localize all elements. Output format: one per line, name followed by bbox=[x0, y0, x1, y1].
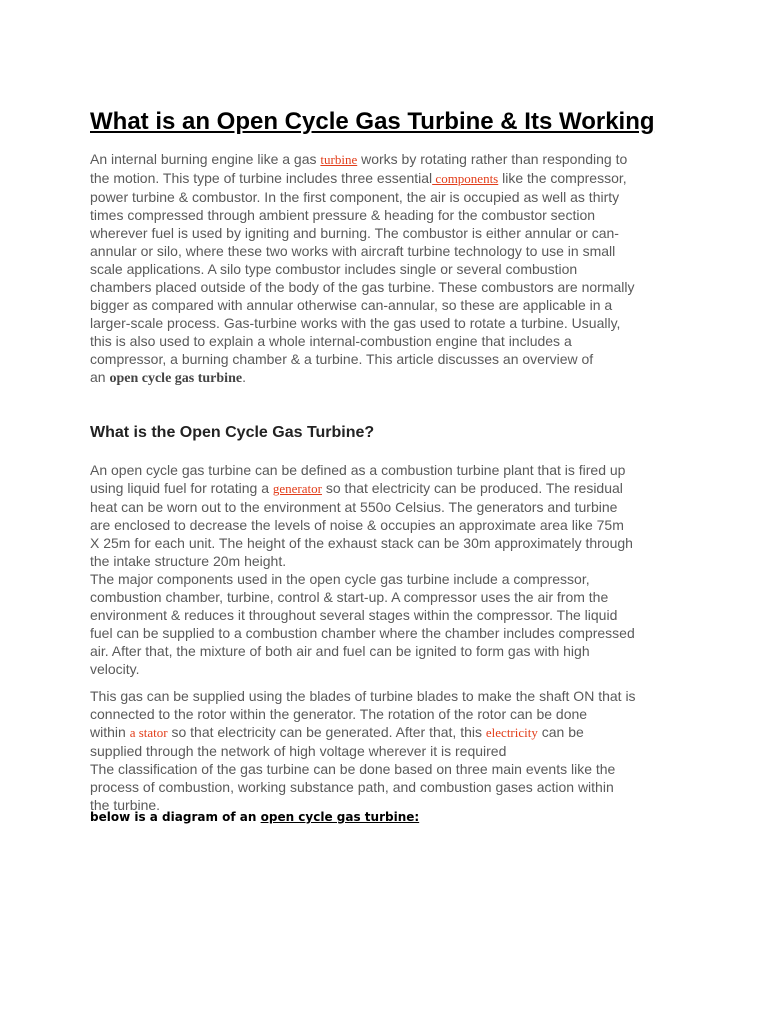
text-line: air. After that, the mixture of both air and fuel can be ignited to form gas with high bbox=[90, 643, 590, 659]
text: using liquid fuel for rotating a bbox=[90, 480, 273, 496]
text-line: bigger as compared with annular otherwise can-annular, so these are applicable in a bbox=[90, 297, 613, 313]
text-line: velocity. bbox=[90, 661, 140, 677]
text: . bbox=[242, 369, 246, 385]
text-line: The major components used in the open cycle gas turbine include a compressor, bbox=[90, 571, 590, 587]
text: so that electricity can be produced. The residual bbox=[321, 480, 623, 496]
definition-paragraph bbox=[90, 461, 682, 678]
text-line: times compressed through ambient pressure & heading for the combustor section bbox=[90, 207, 596, 223]
text-line: this is also used to explain a whole internal-combustion engine that includes a bbox=[90, 333, 572, 349]
caption-underlined: open cycle gas turbine: bbox=[260, 810, 420, 824]
text: the motion. This type of turbine includes three essential bbox=[90, 170, 433, 186]
text-line: scale applications. A silo type combustor includes single or several combustion bbox=[90, 261, 578, 277]
diagram-caption bbox=[90, 810, 419, 824]
text: like the compressor, bbox=[498, 170, 627, 186]
intro-paragraph bbox=[90, 150, 682, 388]
text-line bbox=[90, 150, 682, 169]
text-line: connected to the rotor within the generator. The rotation of the rotor can be done bbox=[90, 706, 588, 722]
text: an bbox=[90, 369, 110, 385]
text-line: This gas can be supplied using the blades of turbine blades to make the shaft ON that is bbox=[90, 688, 636, 704]
text-line bbox=[90, 479, 682, 498]
text-line: supplied through the network of high voltage wherever it is required bbox=[90, 743, 507, 759]
text-line bbox=[90, 368, 682, 388]
text: so that electricity can be generated. After that, this bbox=[167, 724, 486, 740]
article-title: What is an Open Cycle Gas Turbine & Its Working bbox=[90, 108, 655, 135]
text-line: are enclosed to decrease the levels of noise & occupies an approximate area like 75m bbox=[90, 517, 624, 533]
text-line: wherever fuel is used by igniting and burning. The combustor is either annular or can- bbox=[90, 225, 619, 241]
text-line: environment & reduces it throughout several stages within the compressor. The liquid bbox=[90, 607, 618, 623]
text-line: An open cycle gas turbine can be defined as a combustion turbine plant that is fired up bbox=[90, 462, 626, 478]
text-line: compressor, a burning chamber & a turbine. This article discusses an overview of bbox=[90, 351, 594, 367]
working-paragraph bbox=[90, 687, 682, 814]
turbine-link[interactable]: turbine bbox=[320, 152, 358, 167]
text-line: heat can be worn out to the environment at 550o Celsius. The generators and turbine bbox=[90, 499, 618, 515]
bold-term: open cycle gas turbine bbox=[109, 371, 243, 386]
electricity-link[interactable]: electricity bbox=[485, 725, 538, 740]
stator-link[interactable]: a stator bbox=[129, 725, 168, 740]
text-line: the intake structure 20m height. bbox=[90, 553, 287, 569]
text-line: The classification of the gas turbine can be done based on three main events like the bbox=[90, 761, 616, 777]
caption-text: below is a diagram of an bbox=[90, 810, 261, 824]
text-line: larger-scale process. Gas-turbine works with the gas used to rotate a turbine. Usually, bbox=[90, 315, 621, 331]
text-line: combustion chamber, turbine, control & start-up. A compressor uses the air from the bbox=[90, 589, 609, 605]
text-line: chambers placed outside of the body of the gas turbine. These combustors are normally bbox=[90, 279, 635, 295]
text-line: fuel can be supplied to a combustion chamber where the chamber includes compressed bbox=[90, 625, 635, 641]
text: works by rotating rather than responding to bbox=[357, 151, 628, 167]
generator-link[interactable]: generator bbox=[272, 481, 322, 496]
section-heading: What is the Open Cycle Gas Turbine? bbox=[90, 424, 375, 441]
text-line: annular or silo, where these two works with aircraft turbine technology to use in small bbox=[90, 243, 616, 259]
text-line: X 25m for each unit. The height of the exhaust stack can be 30m approximately through bbox=[90, 535, 633, 551]
text: can be bbox=[537, 724, 584, 740]
text-line bbox=[90, 169, 682, 188]
text-line: power turbine & combustor. In the first component, the air is occupied as well as thirty bbox=[90, 189, 620, 205]
text: An internal burning engine like a gas bbox=[90, 151, 321, 167]
text-line: the turbine. bbox=[90, 797, 161, 813]
text: within bbox=[90, 724, 130, 740]
text-line bbox=[90, 723, 682, 742]
text-line: process of combustion, working substance path, and combustion gases action within bbox=[90, 779, 614, 795]
components-link[interactable]: components bbox=[432, 171, 499, 186]
